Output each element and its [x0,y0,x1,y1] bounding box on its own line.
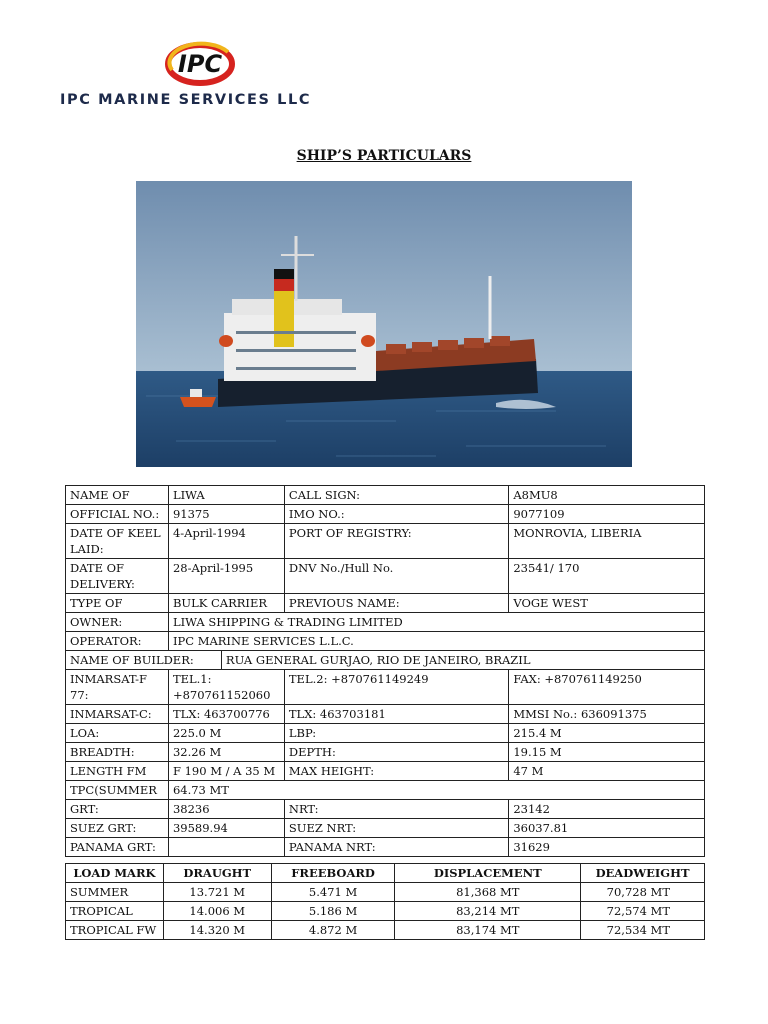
table-row [66,921,705,940]
deadweight: 72,574 MT [581,902,705,921]
load-mark: SUMMER [66,883,164,902]
table-row [66,705,705,724]
previous-name-label: PREVIOUS NAME: [284,594,508,613]
port-of-registry-value: MONROVIA, LIBERIA [509,524,705,559]
suez-grt-label: SUEZ GRT: [66,819,169,838]
table-row [66,762,705,781]
length-fm-value: F 190 M / A 35 M [168,762,284,781]
table-row [66,632,705,651]
imo-no-label: IMO NO.: [284,505,508,524]
call-sign-value: A8MU8 [509,486,705,505]
loa-label: LOA: [66,724,169,743]
breadth-value: 32.26 M [168,743,284,762]
panama-grt-value [168,838,284,857]
call-sign-label: CALL SIGN: [284,486,508,505]
load-mark: TROPICAL [66,902,164,921]
column-header: DRAUGHT [163,864,271,883]
displacement: 81,368 MT [395,883,581,902]
hull-no-value: 23541/ 170 [509,559,705,594]
delivery-date-value: 28-April-1995 [168,559,284,594]
keel-laid-label: DATE OF KEEL LAID: [66,524,169,559]
max-height-label: MAX HEIGHT: [284,762,508,781]
loa-value: 225.0 M [168,724,284,743]
lbp-value: 215.4 M [509,724,705,743]
suez-grt-value: 39589.94 [168,819,284,838]
table-header-row [66,864,705,883]
column-header: LOAD MARK [66,864,164,883]
length-fm-label: LENGTH FM [66,762,169,781]
deadweight: 72,534 MT [581,921,705,940]
hull-no-label: DNV No./Hull No. [284,559,508,594]
tpc-value: 64.73 MT [168,781,704,800]
logo-mark: IPC [177,50,223,78]
table-row [66,594,705,613]
document-title: SHIP’S PARTICULARS [296,148,472,164]
official-no-value: 91375 [168,505,284,524]
operator-label: OPERATOR: [66,632,169,651]
table-row [66,781,705,800]
owner-value: LIWA SHIPPING & TRADING LIMITED [168,613,704,632]
official-no-label: OFFICIAL NO.: [66,505,169,524]
inmarsat-f-tel1: TEL.1: +870761152060 [168,670,284,705]
draught: 14.320 M [163,921,271,940]
previous-name-value: VOGE WEST [509,594,705,613]
grt-label: GRT: [66,800,169,819]
suez-nrt-label: SUEZ NRT: [284,819,508,838]
inmarsat-c-label: INMARSAT-C: [66,705,169,724]
load-mark-table [65,863,705,940]
table-row [66,743,705,762]
breadth-label: BREADTH: [66,743,169,762]
inmarsat-f-label: INMARSAT-F 77: [66,670,169,705]
table-row [66,819,705,838]
displacement: 83,214 MT [395,902,581,921]
freeboard: 5.471 M [271,883,395,902]
keel-laid-value: 4-April-1994 [168,524,284,559]
inmarsat-f-tel2: TEL.2: +870761149249 [284,670,508,705]
depth-value: 19.15 M [509,743,705,762]
company-name: IPC MARINE SERVICES LLC [60,92,312,108]
column-header: DEADWEIGHT [581,864,705,883]
deadweight: 70,728 MT [581,883,705,902]
load-mark: TROPICAL FW [66,921,164,940]
table-row [66,902,705,921]
name-label: NAME OF [66,486,169,505]
table-row [66,670,705,705]
table-row [66,724,705,743]
name-value: LIWA [168,486,284,505]
builder-label: NAME OF BUILDER: [66,651,222,670]
lbp-label: LBP: [284,724,508,743]
table-row [66,486,705,505]
nrt-value: 23142 [509,800,705,819]
inmarsat-c-tlx1: TLX: 463700776 [168,705,284,724]
ship-type-value: BULK CARRIER [168,594,284,613]
table-row [66,883,705,902]
grt-value: 38236 [168,800,284,819]
tpc-label: TPC(SUMMER [66,781,169,800]
table-row [66,559,705,594]
suez-nrt-value: 36037.81 [509,819,705,838]
table-row [66,505,705,524]
panama-nrt-label: PANAMA NRT: [284,838,508,857]
company-logo [60,40,320,112]
panama-grt-label: PANAMA GRT: [66,838,169,857]
table-row [66,838,705,857]
column-header: DISPLACEMENT [395,864,581,883]
freeboard: 5.186 M [271,902,395,921]
ship-photo [136,181,632,467]
column-header: FREEBOARD [271,864,395,883]
ipc-logo-icon [60,40,320,90]
port-of-registry-label: PORT OF REGISTRY: [284,524,508,559]
draught: 13.721 M [163,883,271,902]
depth-label: DEPTH: [284,743,508,762]
ship-particulars-table [65,485,705,857]
table-row [66,613,705,632]
ship-type-label: TYPE OF [66,594,169,613]
operator-value: IPC MARINE SERVICES L.L.C. [168,632,704,651]
draught: 14.006 M [163,902,271,921]
delivery-date-label: DATE OF DELIVERY: [66,559,169,594]
table-row [66,651,705,670]
imo-no-value: 9077109 [509,505,705,524]
builder-value: RUA GENERAL GURJAO, RIO DE JANEIRO, BRAZIL [221,651,704,670]
displacement: 83,174 MT [395,921,581,940]
table-row [66,800,705,819]
mmsi-no: MMSI No.: 636091375 [509,705,705,724]
nrt-label: NRT: [284,800,508,819]
table-row [66,524,705,559]
max-height-value: 47 M [509,762,705,781]
freeboard: 4.872 M [271,921,395,940]
owner-label: OWNER: [66,613,169,632]
inmarsat-c-tlx2: TLX: 463703181 [284,705,508,724]
inmarsat-f-fax: FAX: +870761149250 [509,670,705,705]
panama-nrt-value: 31629 [509,838,705,857]
